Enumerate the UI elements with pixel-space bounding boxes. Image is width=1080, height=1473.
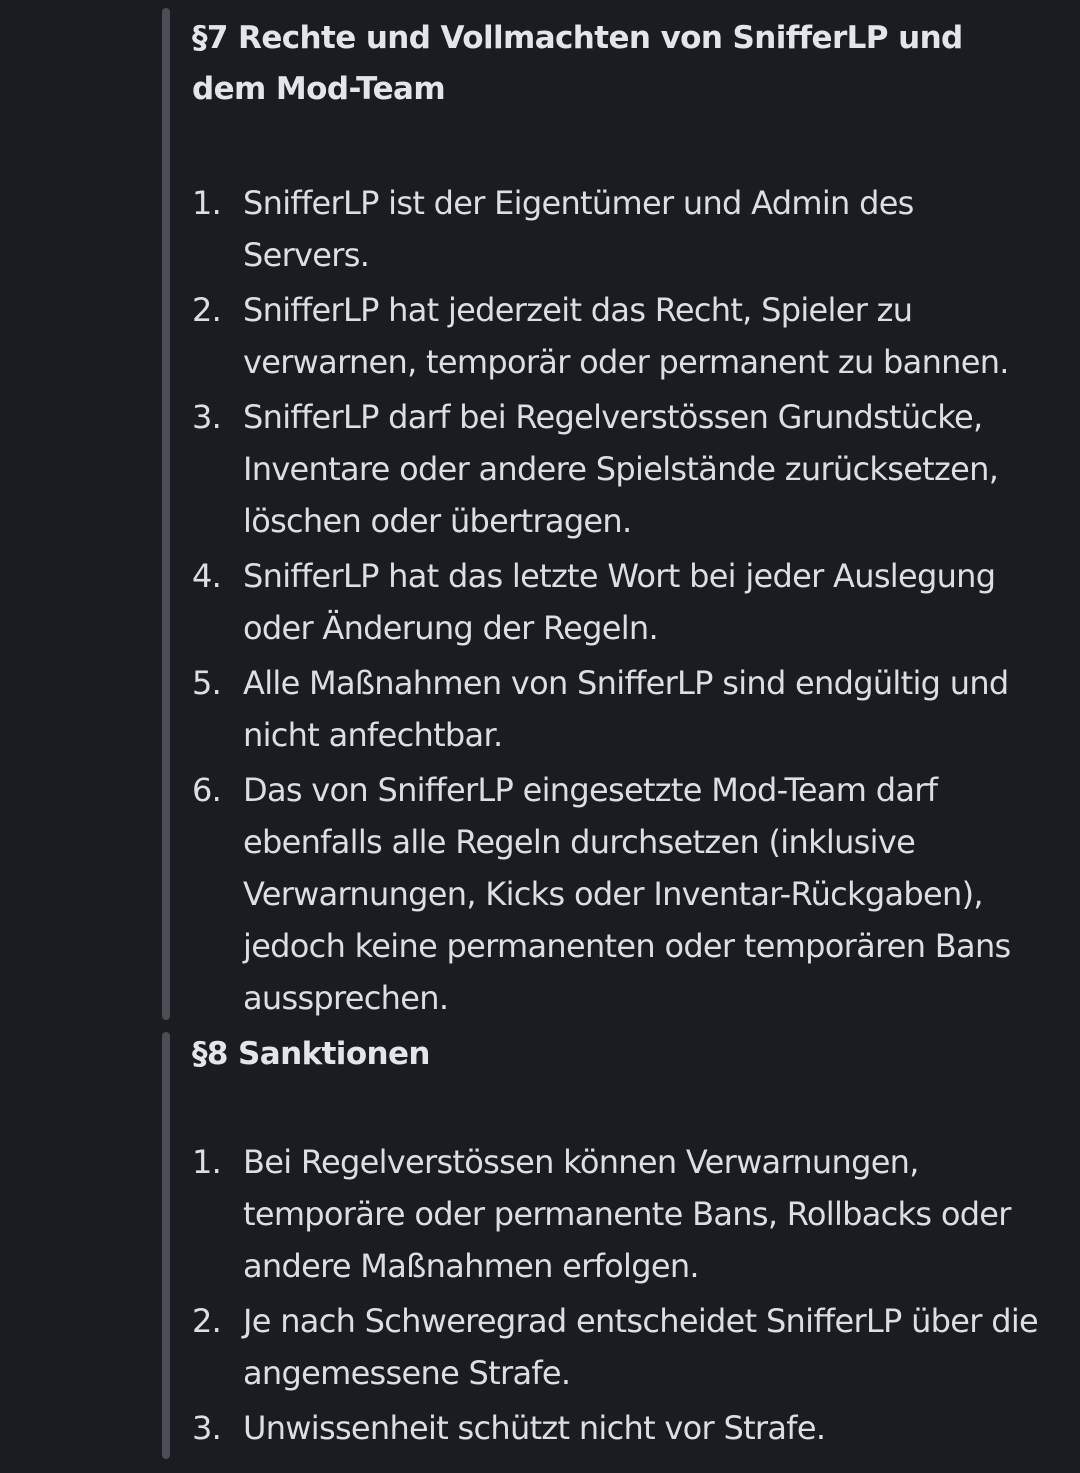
quote-bar	[162, 1032, 170, 1459]
list-item	[192, 657, 1042, 761]
blockquote-section-7	[162, 8, 1042, 1020]
list-item	[192, 177, 1042, 281]
list-item-number: 4.	[192, 557, 222, 595]
list-item-number: 2.	[192, 1302, 222, 1340]
list-item	[192, 764, 1042, 1024]
list-item-number: 3.	[192, 398, 222, 436]
list-item-text: Unwissenheit schützt nicht vor Strafe.	[243, 1409, 826, 1447]
list-item-text: SnifferLP hat jederzeit das Recht, Spieler zu verwarnen, temporär oder permanent zu bannen.	[243, 291, 1009, 381]
list-item-number: 1.	[192, 184, 222, 222]
list-item-text: Bei Regelverstössen können Verwarnungen, temporäre oder permanente Bans, Rollbacks oder andere Maßnahmen erfolgen.	[243, 1143, 1011, 1285]
list-item-text: Je nach Schweregrad entscheidet SnifferLP über die angemessene Strafe.	[243, 1302, 1039, 1392]
list-item	[192, 1295, 1042, 1399]
section-title: §7 Rechte und Vollmachten von SnifferLP und dem Mod-Team	[192, 20, 963, 107]
list-item	[192, 284, 1042, 388]
rules-list	[192, 177, 1042, 1027]
list-item-number: 3.	[192, 1409, 222, 1447]
list-item-text: SnifferLP darf bei Regelverstössen Grundstücke, Inventare oder andere Spielstände zurücksetzen, löschen oder übertragen.	[243, 398, 999, 540]
list-item	[192, 391, 1042, 547]
rules-list	[192, 1136, 1042, 1457]
list-item-text: Das von SnifferLP eingesetzte Mod-Team darf ebenfalls alle Regeln durchsetzen (inklusive Verwarnungen, Kicks oder Inventar-Rückgaben), jedoch keine permanenten oder temporären Bans aussprechen.	[243, 771, 1011, 1017]
list-item	[192, 1136, 1042, 1292]
quote-bar	[162, 8, 170, 1020]
blockquote-section-8	[162, 1032, 1042, 1459]
list-item-number: 1.	[192, 1143, 222, 1181]
list-item-number: 6.	[192, 771, 222, 809]
list-item-number: 2.	[192, 291, 222, 329]
list-item	[192, 550, 1042, 654]
section-title: §8 Sanktionen	[192, 1036, 430, 1072]
list-item-text: SnifferLP hat das letzte Wort bei jeder Auslegung oder Änderung der Regeln.	[243, 557, 996, 647]
list-item	[192, 1402, 1042, 1454]
list-item-number: 5.	[192, 664, 222, 702]
list-item-text: SnifferLP ist der Eigentümer und Admin des Servers.	[243, 184, 914, 274]
list-item-text: Alle Maßnahmen von SnifferLP sind endgültig und nicht anfechtbar.	[243, 664, 1009, 754]
